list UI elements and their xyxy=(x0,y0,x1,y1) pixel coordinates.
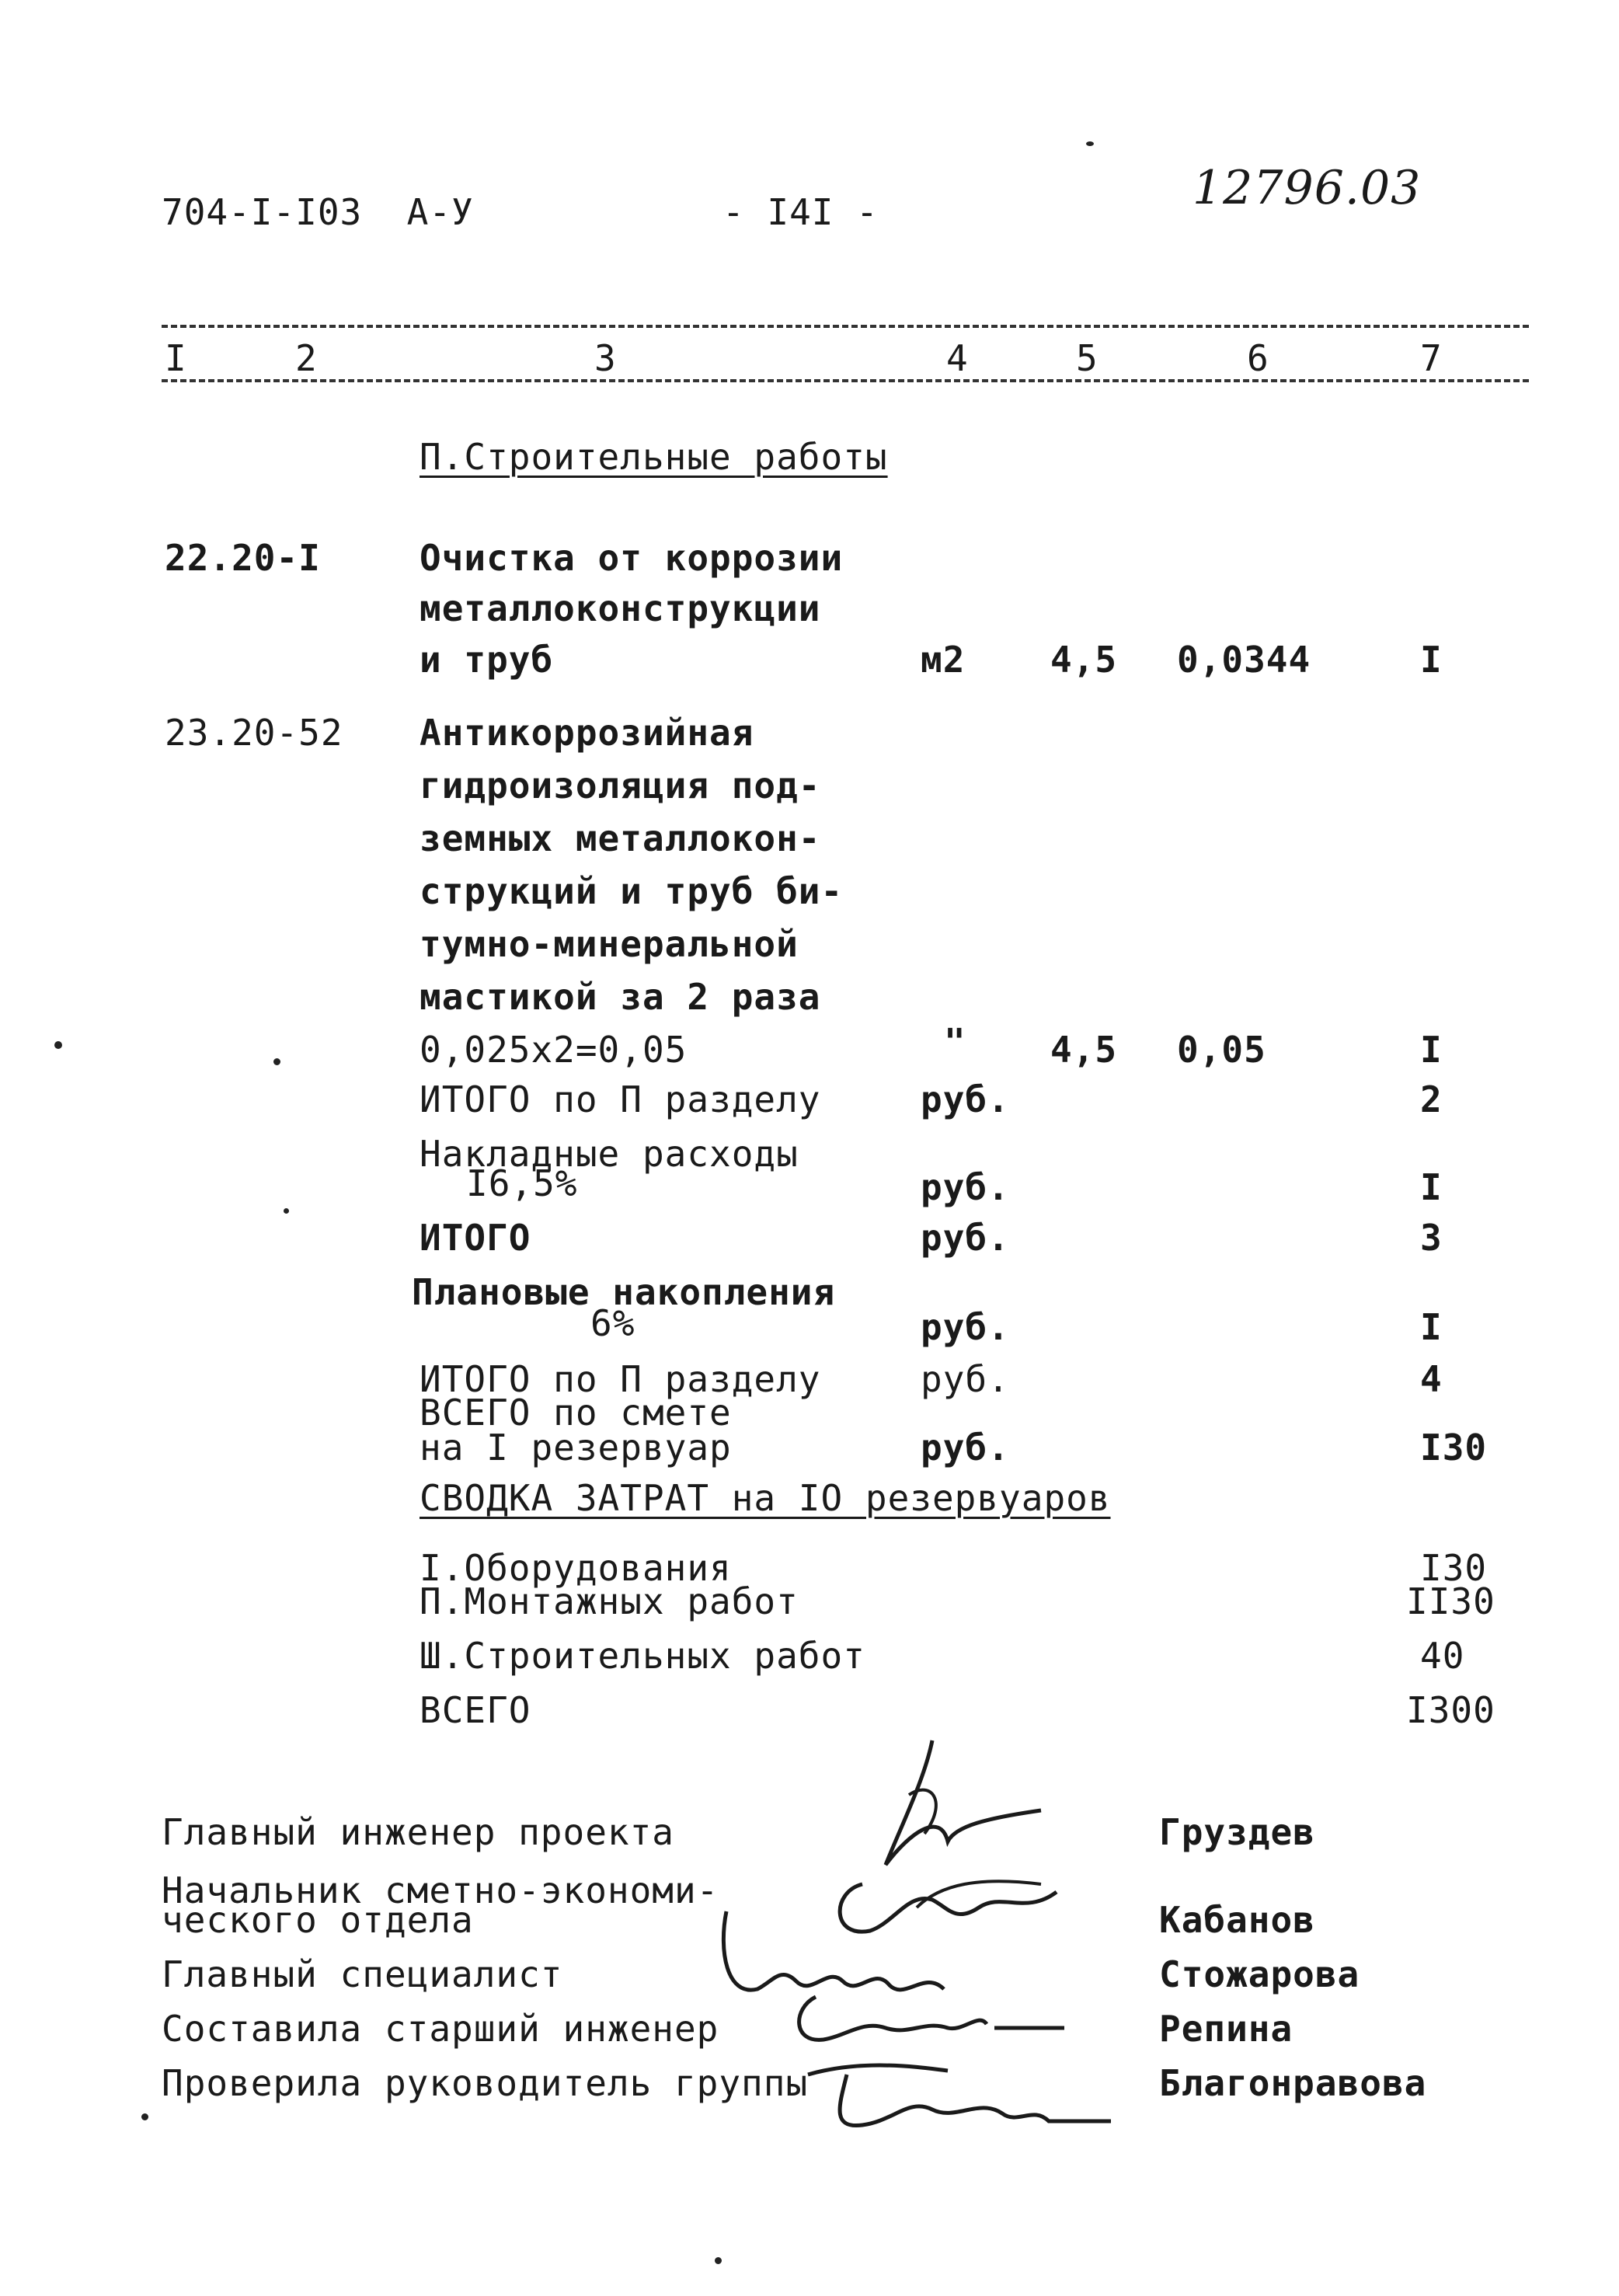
scan-speck xyxy=(715,2257,722,2264)
item-unit: " xyxy=(944,1021,966,1063)
summary-unit: руб. xyxy=(921,1217,1010,1259)
signature-repina-icon xyxy=(785,1985,1080,2055)
summary-label: Накладные расходы xyxy=(420,1133,799,1175)
signatory-name: Стожарова xyxy=(1159,1953,1360,1995)
column-number-1: I xyxy=(165,337,187,379)
signature-role-line2: ческого отдела xyxy=(162,1899,474,1941)
page-number: - I4I - xyxy=(722,191,879,233)
item-description-line: металлоконструкции xyxy=(420,587,821,629)
summary-unit: руб. xyxy=(921,1427,1010,1469)
summary-value: 2 xyxy=(1420,1078,1443,1120)
section-title: П.Строительные работы xyxy=(420,436,888,478)
summary-label: ИТОГО по П разделу xyxy=(420,1358,821,1400)
signature-role: Начальник сметно-экономи- xyxy=(162,1869,719,1911)
item-description-line: струкций и труб би- xyxy=(420,870,844,912)
summary-unit: руб. xyxy=(921,1166,1010,1208)
scan-speck xyxy=(284,1208,289,1214)
signatory-name: Груздев xyxy=(1159,1811,1315,1853)
item-code: 23.20-52 xyxy=(165,712,343,754)
item-description-line: Очистка от коррозии xyxy=(420,537,844,579)
signature-blagonravova-icon xyxy=(792,2051,1119,2137)
column-number-4: 4 xyxy=(946,337,969,379)
item-total: I xyxy=(1420,639,1443,681)
summary-label: ВСЕГО по смете xyxy=(420,1392,732,1434)
item-description-line: гидроизоляция под- xyxy=(420,765,821,807)
item-description-line: 0,025x2=0,05 xyxy=(420,1029,688,1071)
summary-label-line2: на I резервуар xyxy=(420,1427,732,1469)
summary-unit: руб. xyxy=(921,1078,1010,1120)
column-number-2: 2 xyxy=(295,337,318,379)
cost-summary-value: I30 xyxy=(1420,1547,1488,1589)
cost-summary-label: Ш.Строительных работ xyxy=(420,1635,865,1677)
column-number-7: 7 xyxy=(1420,337,1443,379)
scan-speck xyxy=(54,1041,62,1049)
scan-speck xyxy=(141,2113,148,2120)
signature-role: Проверила руководитель группы xyxy=(162,2062,809,2104)
item-rate: 0,0344 xyxy=(1177,639,1311,681)
column-number-5: 5 xyxy=(1076,337,1098,379)
summary-sublabel: I6,5% xyxy=(466,1162,578,1204)
signatory-name: Кабанов xyxy=(1159,1899,1315,1941)
summary-value: I xyxy=(1420,1306,1443,1348)
item-total: I xyxy=(1420,1029,1443,1071)
scan-speck xyxy=(273,1058,280,1065)
summary-label: ИТОГО xyxy=(420,1217,531,1259)
cost-summary-label: П.Монтажных работ xyxy=(420,1580,799,1622)
column-number-3: 3 xyxy=(594,337,617,379)
scan-speck xyxy=(1086,141,1094,146)
item-unit: м2 xyxy=(921,639,966,681)
item-description-line: Антикоррозийная xyxy=(420,712,754,754)
item-description-line: тумно-минеральной xyxy=(420,923,799,965)
document-code: 704-I-I03 А-У xyxy=(162,191,474,233)
item-code: 22.20-I xyxy=(165,537,321,579)
summary-sublabel: 6% xyxy=(590,1302,635,1344)
signature-role: Главный специалист xyxy=(162,1953,563,1995)
signature-role: Составила старший инженер xyxy=(162,2008,719,2050)
summary-label: Плановые накопления xyxy=(412,1271,836,1313)
cost-summary-value: 40 xyxy=(1420,1635,1465,1677)
summary-label: ИТОГО по П разделу xyxy=(420,1078,821,1120)
summary-value: I xyxy=(1420,1166,1443,1208)
cost-summary-title: СВОДКА ЗАТРАТ на IO резервуаров xyxy=(420,1477,1111,1519)
column-header-top-rule xyxy=(162,325,1529,328)
item-quantity: 4,5 xyxy=(1050,639,1118,681)
item-quantity: 4,5 xyxy=(1050,1029,1118,1071)
signatory-name: Благонравова xyxy=(1159,2062,1427,2104)
item-rate: 0,05 xyxy=(1177,1029,1266,1071)
handwritten-number: 12796.03 xyxy=(1192,161,1422,215)
summary-unit: руб. xyxy=(921,1358,1010,1400)
summary-unit: руб. xyxy=(921,1306,1010,1348)
item-description-line: мастикой за 2 раза xyxy=(420,976,821,1018)
column-header-bottom-rule xyxy=(162,379,1529,382)
column-number-6: 6 xyxy=(1247,337,1269,379)
signatory-name: Репина xyxy=(1159,2008,1293,2050)
signature-role: Главный инженер проекта xyxy=(162,1811,674,1853)
cost-summary-value: I300 xyxy=(1406,1689,1495,1731)
cost-summary-value: II30 xyxy=(1406,1580,1495,1622)
summary-value: I30 xyxy=(1420,1427,1488,1469)
summary-value: 4 xyxy=(1420,1358,1443,1400)
item-description-line: и труб xyxy=(420,639,554,681)
summary-value: 3 xyxy=(1420,1217,1443,1259)
cost-summary-label: ВСЕГО xyxy=(420,1689,531,1731)
cost-summary-label: I.Оборудования xyxy=(420,1547,732,1589)
item-description-line: земных металлокон- xyxy=(420,817,821,859)
